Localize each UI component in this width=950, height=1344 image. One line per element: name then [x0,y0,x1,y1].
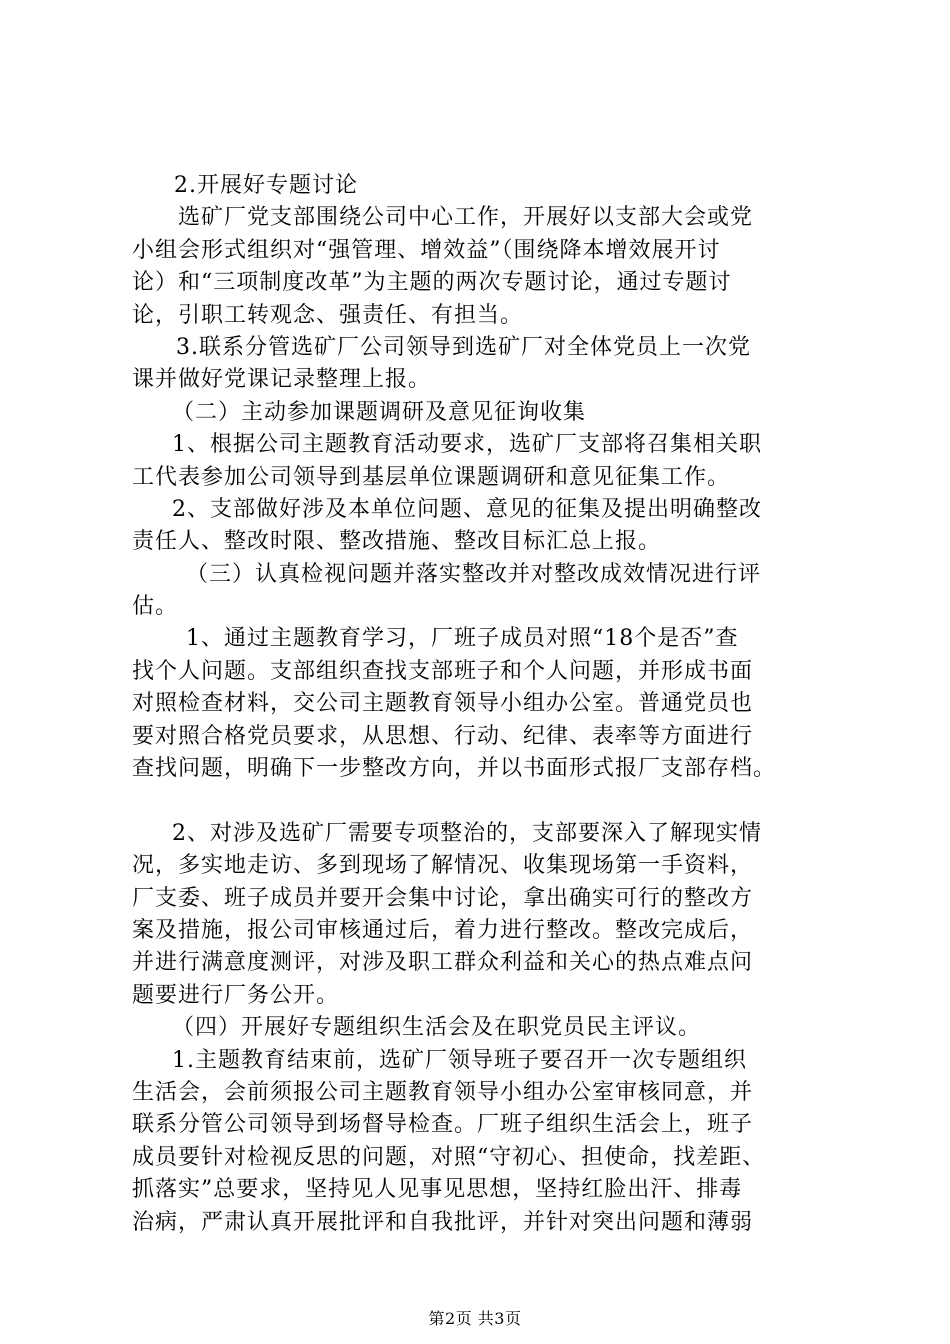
paragraph-line: 选矿厂党支部围绕公司中心工作，开展好以支部大会或党 [178,205,754,231]
paragraph-line: 况，多实地走访、多到现场了解情况、收集现场第一手资料， [132,853,754,879]
paragraph-line: 对照检查材料，交公司主题教育领导小组办公室。普通党员也 [132,691,754,717]
paragraph-gap [132,785,832,817]
paragraph-line: 3.联系分管选矿厂公司领导到选矿厂对全体党员上一次党 [176,334,751,360]
paragraph-line: 联系分管公司领导到场督导检查。厂班子组织生活会上，班子 [132,1112,754,1138]
subheading-2: 2.开展好专题讨论 [174,173,358,198]
paragraph-line: 小组会形式组织对“强管理、增效益”（围绕降本增效展开讨 [132,237,721,263]
paragraph-line: 成员要针对检视反思的问题，对照“守初心、担使命，找差距、 [132,1144,766,1170]
document-body [132,170,832,1239]
paragraph-line: 责任人、整改时限、整改措施、整改目标汇总上报。 [132,529,662,555]
paragraph-line: 工代表参加公司领导到基层单位课题调研和意见征集工作。 [132,464,731,490]
paragraph-line: 2、支部做好涉及本单位问题、意见的征集及提出明确整改 [172,496,762,522]
paragraph-line: 1、通过主题教育学习，厂班子成员对照“18个是否”查 [186,626,739,652]
page-footer: 第2页 共3页 [428,1309,522,1328]
paragraph-line: 生活会，会前须报公司主题教育领导小组办公室审核同意，并 [132,1079,754,1105]
paragraph-line: 题要进行厂务公开。 [132,982,340,1008]
paragraph-line: 厂支委、班子成员并要开会集中讨论，拿出确实可行的整改方 [132,885,754,911]
section-heading-3: （三）认真检视问题并落实整改并对整改成效情况进行评 [186,561,762,587]
paragraph-line: 2、对涉及选矿厂需要专项整治的，支部要深入了解现实情 [172,820,762,846]
paragraph-line: 要对照合格党员要求，从思想、行动、纪律、表率等方面进行 [132,723,754,749]
paragraph-line: 治病，严肃认真开展批评和自我批评，并针对突出问题和薄弱 [132,1209,754,1235]
paragraph-line: 并进行满意度测评，对涉及职工群众利益和关心的热点难点问 [132,950,754,976]
section-heading-4: （四）开展好专题组织生活会及在职党员民主评议。 [172,1015,702,1041]
paragraph-line: 论）和“三项制度改革”为主题的两次专题讨论，通过专题讨 [132,270,732,296]
paragraph-line: 估。 [132,594,179,620]
paragraph-line: 论，引职工转观念、强责任、有担当。 [132,302,524,328]
paragraph-line: 1.主题教育结束前，选矿厂领导班子要召开一次专题组织 [172,1047,747,1073]
section-heading-2: （二）主动参加课题调研及意见征询收集 [172,399,587,425]
paragraph-line: 课并做好党课记录整理上报。 [132,367,432,393]
paragraph-line: 案及措施，报公司审核通过后，着力进行整改。整改完成后， [132,917,754,943]
paragraph-line: 1、根据公司主题教育活动要求，选矿厂支部将召集相关职 [172,432,762,458]
paragraph-line: 查找问题，明确下一步整改方向，并以书面形式报厂支部存档。 [132,756,777,782]
paragraph-line: 抓落实”总要求，坚持见人见事见思想，坚持红脸出汗、排毒 [132,1177,743,1203]
paragraph-line: 找个人问题。支部组织查找支部班子和个人问题，并形成书面 [132,658,754,684]
